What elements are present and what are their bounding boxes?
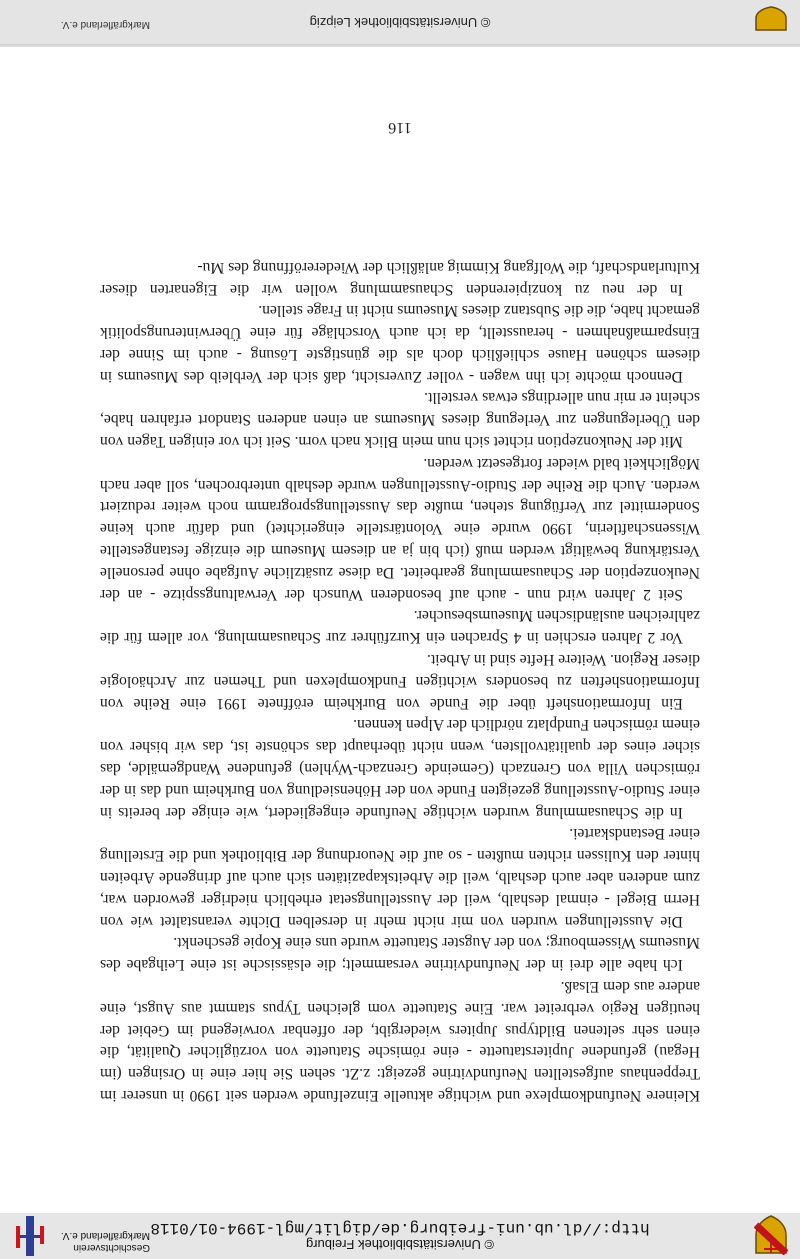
header-bar — [0, 1213, 800, 1259]
society-line-1: Geschichtsverein — [73, 1242, 150, 1253]
copyright-notice: © Universitätsbibliothek Freiburg — [305, 1237, 495, 1252]
paragraph: Seit 2 Jahren wird nun - auch auf besonderen Wunsch der Verwaltungsspitze - an der Neukonzeption der Schausammlung gearbeitet. Da diese zusätzliche Aufgabe ohne personelle Verstärkung bewältigt werden muß (ich bin ja an diesem Museum die einzige festangestellte Wissenschaftlerin, 1990 wurde eine Volontärstelle eingerichtet) und dafür auch keine Sondermittel zur Verfügung stehen, mußte das Ausstellungsprogramm noch weiter reduziert werden. Auch die Reihe der Studio-Ausstellungen wurde deshalb unterbrochen, soll aber nach Möglichkeit bald wieder fortgesetzt werden. — [100, 454, 700, 603]
footer-society: Markgräflerland e.V. — [60, 19, 150, 30]
paragraph: Die Ausstellungen wurden von mir nicht mehr in derselben Dichte veranstaltet wie von Herrn Biegel - einmal deshalb, weil der Ausstellungsetat erheblich niedriger geworden war, zum anderen aber auch deshalb, weil die Arbeitskapazitäten sich auch auf dringende Arbeiten hinter den Kulissen richten mußten - so auf die Neuordnung der Bibliothek und die Erstellung einer Bestandskartei. — [100, 825, 700, 930]
footer-copyright: © Universitätsbibliothek Leipzig — [309, 15, 491, 30]
document-page — [0, 47, 800, 1213]
paragraph: Dennoch möchte ich ihn wagen - voller Zuversicht, daß sich der Verbleib des Museums in diesem schönen Hause schließlich doch als die günstigste Lösung - auch im Sinne der Einsparmaßnahmen - herausstellt, da ich auch Vorschläge für eine Überwinterungspolitik gemacht habe, die die Substanz dieses Museums nicht in Frage stellen. — [100, 302, 700, 385]
paragraph: In die Schausammlung wurden wichtige Neufunde eingegliedert, wie einige der bereits in einer Studio-Ausstellung gezeigten Funde von der Höhensiedlung von Burkheim und das in der römischen Villa von Grenzach (Gemeinde Grenzach-Wyhlen) gefundene Wandgemälde, das sicher eines der qualitätvollsten, wenn nicht überhaupt das schönste ist, das wir bisher von einem römischen Fundplatz nördlich der Alpen kennen. — [100, 716, 700, 821]
paragraph: Vor 2 Jahren erschien in 4 Sprachen ein Kurzführer zur Schausammlung, vor allem für die zahlreichen ausländischen Museumsbesucher. — [100, 607, 700, 647]
coat-of-arms-icon — [754, 6, 788, 32]
paragraph: In der neu zu konzipierenden Schausammlung wollen wir die Eigenarten dieser Kulturlandschaft, die Wolfgang Kimmig anläßlich der Wiedereröffnung des Mu- — [100, 258, 700, 298]
footer-bar — [0, 0, 800, 45]
paragraph: Kleinere Neufundkomplexe und wichtige aktuelle Einzelfunde werden seit 1990 in unserer im Treppenhaus aufgestellten Neufundvitrine gezeigt: z.Zt. sehen Sie hier eine in Orsingen (im Hegau) gefundene Jupiterstatuette - eine römische Statuette von vorzüglicher Qualität, die einen sehr seltenen Bildtypus Jupiters wiedergibt, der offenbar vorwiegend im Gebiet der heutigen Regio verbreitet war. Eine Statuette vom gleichen Typus stammt aus Augst, eine andere aus dem Elsaß. — [100, 978, 700, 1104]
document-url[interactable]: http://dl.ub.uni-freiburg.de/diglit/mgl-1994-01/0118 — [150, 1219, 650, 1237]
body-text — [100, 256, 700, 1106]
paragraph: Mit der Neukonzeption richtet sich nun mein Blick nach vorn. Seit ich vor einigen Tagen von den Überlegungen zur Verlegung dieses Museums an einen anderen Standort erfahren habe, scheint er mir nun allerdings etwas verstellt. — [100, 389, 700, 451]
coat-of-arms-icon — [754, 1215, 788, 1255]
paragraph: Ein Informationsheft über die Funde von Burkheim eröffnete 1991 eine Reihe von Informationsheften zu besonders wichtigen Fundkomplexen und Themen zur Archäologie dieser Region. Weitere Hefte sind in Arbeit. — [100, 651, 700, 712]
paragraph: Ich habe alle drei in der Neufundvitrine versammelt; die elsässische ist eine Leihgabe des Museums Wissembourg; von der Augster Statuette wurde uns eine Kopie geschenkt. — [100, 934, 700, 974]
library-logo-icon — [12, 1214, 48, 1258]
page-number: 116 — [388, 119, 412, 136]
society-line-2: Markgräflerland e.V. — [60, 1230, 150, 1241]
